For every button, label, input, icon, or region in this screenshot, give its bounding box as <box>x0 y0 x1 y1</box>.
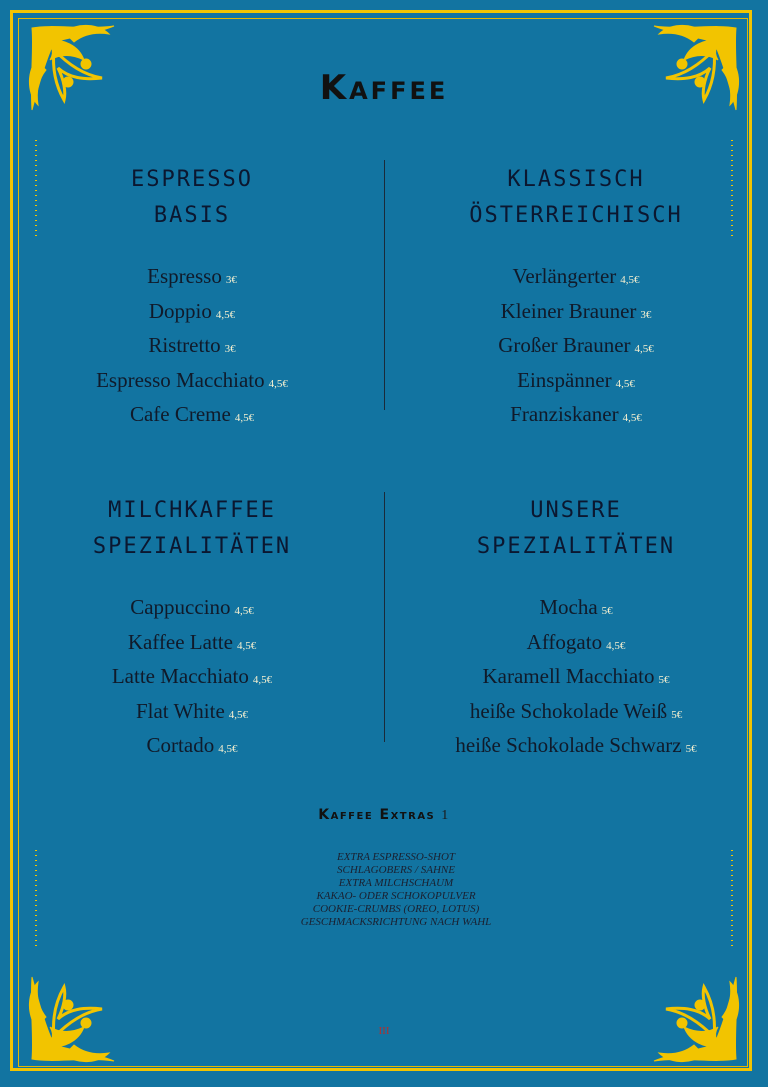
price-label: 4,5€ <box>634 343 654 355</box>
list-item: GESCHMACKSRICHTUNG NACH WAHL <box>300 916 492 928</box>
list-item: Latte Macchiato 4,5€ <box>111 664 273 688</box>
page-number: III <box>378 1025 390 1037</box>
price-label: 4,5€ <box>228 708 249 721</box>
section-milchkaffee-spezialitaeten <box>0 493 384 765</box>
price-label: 3€ <box>224 343 236 355</box>
list-item: COOKIE-CRUMBS (OREO, LOTUS) <box>312 903 480 915</box>
item-list <box>384 261 768 434</box>
list-item: Cafe Creme 4,5€ <box>129 402 255 426</box>
price-label: 4,5€ <box>234 412 255 424</box>
list-item: Cortado 4,5€ <box>146 733 238 757</box>
price-label: 4,5€ <box>620 274 640 286</box>
price-label: 4,5€ <box>622 412 642 424</box>
item-list <box>0 592 384 765</box>
price-label: 4,5€ <box>268 377 288 390</box>
list-item: Verlängerter 4,5€ <box>512 264 640 288</box>
section-unsere-spezialitaeten <box>384 493 768 765</box>
list-item: Affogato 4,5€ <box>526 629 626 654</box>
list-item: Ristretto 3€ <box>148 333 236 357</box>
price-label: 4,5€ <box>218 743 238 755</box>
list-item: Doppio 4,5€ <box>148 298 236 323</box>
price-label: 4,5€ <box>615 377 635 390</box>
list-item: heiße Schokolade Weiß 5€ <box>469 698 683 723</box>
corner-ornament-icon <box>24 947 144 1067</box>
price-label: 4,5€ <box>252 674 273 686</box>
corner-ornament-icon <box>624 947 744 1067</box>
price-label: 4,5€ <box>234 605 254 617</box>
list-item: EXTRA ESPRESSO-SHOT <box>336 851 456 863</box>
list-item: Kaffee Latte 4,5€ <box>127 629 257 654</box>
list-item: Espresso 3€ <box>147 264 237 288</box>
list-item: heiße Schokolade Schwarz 5€ <box>455 733 697 757</box>
page-title: Kaffee <box>319 68 449 108</box>
list-item: Flat White 4,5€ <box>135 698 249 723</box>
list-item: Espresso Macchiato 4,5€ <box>96 367 288 392</box>
list-item: Karamell Macchiato 5€ <box>482 664 670 688</box>
price-label: 4,5€ <box>236 639 257 652</box>
price-label: 3€ <box>640 308 652 321</box>
list-item: SCHLAGOBERS / SAHNE <box>337 864 455 876</box>
extras-list <box>0 851 768 929</box>
section-heading: ESPRESSO BASIS <box>131 167 253 228</box>
price-label: 4,5€ <box>215 308 236 321</box>
price-label: 5€ <box>685 743 697 755</box>
list-item: Kleiner Brauner 3€ <box>500 298 652 323</box>
list-item: Mocha 5€ <box>539 595 613 619</box>
price-label: 5€ <box>601 605 613 617</box>
section-espresso-basis <box>0 162 384 434</box>
list-item: Einspänner 4,5€ <box>517 367 635 392</box>
price-label: 3€ <box>225 274 237 286</box>
item-list <box>0 261 384 434</box>
list-item: Großer Brauner 4,5€ <box>498 333 654 357</box>
list-item: Cappuccino 4,5€ <box>130 595 254 619</box>
extras-price: 1 <box>441 808 450 823</box>
section-heading: MILCHKAFFEE SPEZIALITÄTEN <box>92 498 292 559</box>
price-label: 5€ <box>658 674 670 686</box>
price-label: 4,5€ <box>606 639 626 652</box>
list-item: EXTRA MILCHSCHAUM <box>338 877 454 889</box>
section-heading: UNSERE SPEZIALITÄTEN <box>476 498 676 559</box>
section-klassisch-oesterreichisch <box>384 162 768 434</box>
item-list <box>384 592 768 765</box>
price-label: 5€ <box>671 708 683 721</box>
section-heading: KLASSISCH ÖSTERREICHISCH <box>469 167 683 228</box>
extras-heading: Kaffee Extras 1 <box>318 807 450 823</box>
list-item: KAKAO- ODER SCHOKOPULVER <box>316 890 476 902</box>
list-item: Franziskaner 4,5€ <box>510 402 642 426</box>
